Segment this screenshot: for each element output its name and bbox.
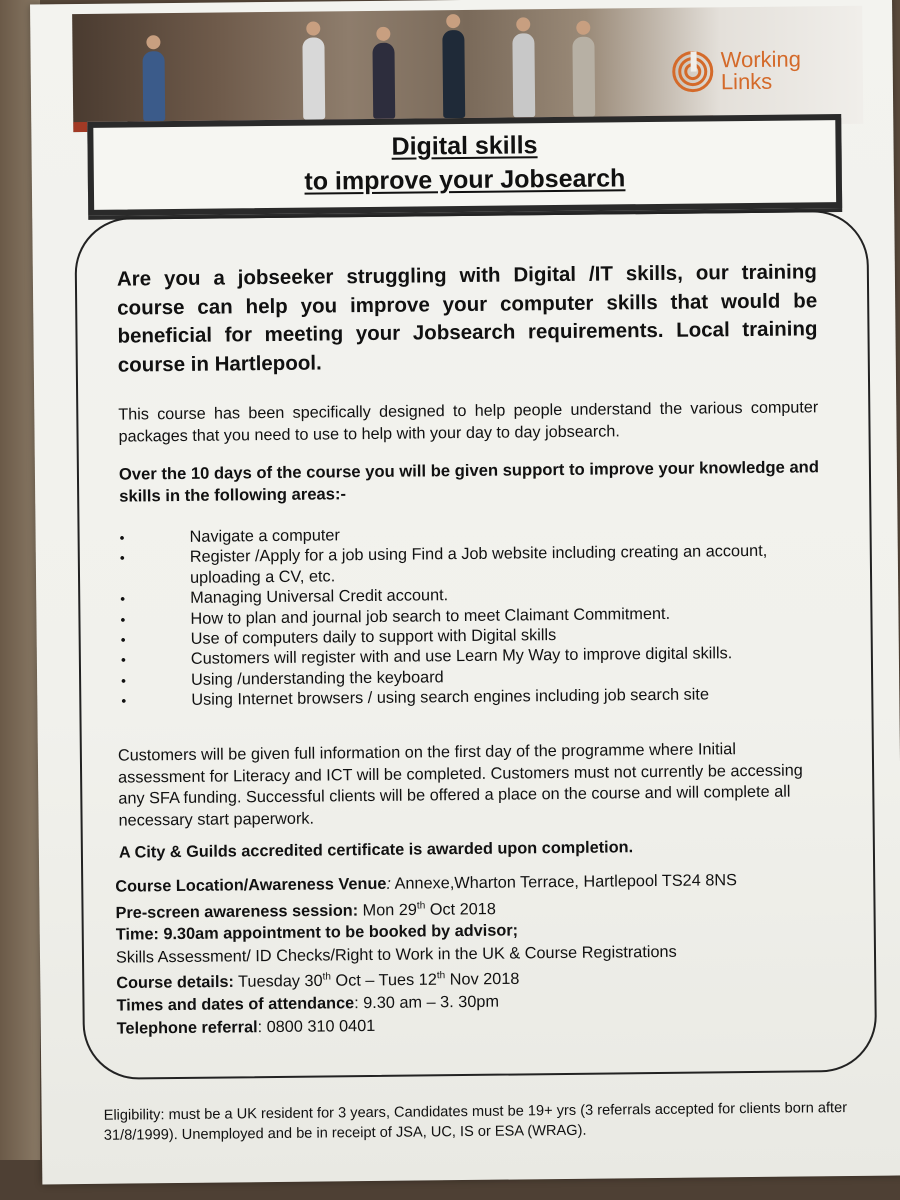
page-title-line-2: to improve your Jobsearch [304, 164, 626, 196]
banner-figure [442, 30, 465, 118]
banner-figure [143, 51, 166, 121]
intro-paragraph: Are you a jobseeker struggling with Digital /IT skills, our training course can help you improve your computer skills that would be beneficial for meeting your Jobsearch requirements. Local training course in Hartlepool. [116, 260, 818, 377]
location-label: Course Location/Awareness Venue [115, 874, 387, 896]
course-description: This course has been specifically designed to help people understand the various computer packages that you need to use to help with your day to day jobsearch. [118, 398, 819, 446]
bullet-icon: • [121, 672, 127, 689]
banner-figure-head [446, 14, 460, 28]
prescreen-date-suffix: th [416, 899, 426, 912]
prescreen-date-rest: Oct 2018 [425, 899, 496, 919]
bullet-icon: • [120, 631, 126, 648]
course-details-label: Course details: [116, 973, 234, 993]
telephone-label: Telephone referral [116, 1018, 258, 1038]
bullet-icon: • [119, 549, 125, 567]
flyer-page [30, 0, 900, 1184]
list-item-text: How to plan and journal job search to meet Claimant Commitment. [190, 604, 671, 628]
location-colon: : [386, 874, 392, 893]
bullet-icon: • [119, 529, 125, 546]
course-end-rest: Nov 2018 [445, 970, 520, 990]
support-areas-heading: Over the 10 days of the course you will be given support to improve your knowledge and skills in the following areas:- [118, 457, 820, 506]
list-item-text: Navigate a computer [189, 526, 340, 546]
prescreen-label: Pre-screen awareness session: [115, 901, 359, 922]
certificate-notice: A City & Guilds accredited certificate is awarded upon completion. [118, 838, 634, 862]
course-start-suffix: th [322, 971, 331, 983]
course-start-date: Tuesday 30 [233, 972, 323, 992]
bullet-icon: • [120, 590, 126, 607]
banner-figure [302, 37, 325, 119]
skills-list [120, 520, 822, 711]
attendance-label: Times and dates of attendance [116, 994, 355, 1016]
page-title-line-1: Digital skills [391, 131, 538, 161]
banner-figure-head [576, 21, 590, 35]
banner-figure-head [376, 27, 390, 41]
logo-wordmark [721, 48, 802, 93]
eligibility-footer: Eligibility: must be a UK resident for 3 years, Candidates must be 19+ yrs (3 referrals accepted for clients born after 31/8/1999). Unemployed and be in receipt of JSA, UC, IS or ESA (WRAG). [103, 1100, 848, 1144]
bullet-icon: • [121, 692, 127, 709]
banner-figure-head [516, 17, 530, 31]
course-end-suffix: th [436, 970, 446, 982]
course-details-block [115, 868, 837, 1040]
banner-figure [572, 37, 595, 117]
location-value: Annexe,Wharton Terrace, Hartlepool TS24 8NS [390, 871, 738, 893]
list-item-text: Managing Universal Credit account. [190, 586, 449, 608]
banner-figure [512, 33, 535, 117]
swirl-logo-icon [671, 49, 715, 93]
telephone-number: : 0800 310 0401 [257, 1016, 376, 1037]
list-item-text: Customers will register with and use Learn My Way to improve digital skills. [190, 644, 733, 669]
working-links-logo [671, 48, 842, 110]
attendance-value: : 9.30 am – 3. 30pm [354, 993, 500, 1013]
course-end-date: Oct – Tues 12 [330, 971, 437, 991]
bullet-icon: • [120, 651, 126, 669]
logo-line-working: Working [720, 46, 802, 73]
list-item-text: Use of computers daily to support with Digital skills [190, 626, 557, 648]
list-item-text: Register /Apply for a job using Find a Job website including creating an account, uploading a CV, etc. [189, 542, 768, 587]
logo-line-links: Links [720, 68, 773, 95]
bullet-icon: • [120, 611, 126, 628]
skills-assessment-line: Skills Assessment/ ID Checks/Right to Work in the UK & Course Registrations [115, 942, 677, 967]
banner-figure [372, 43, 395, 119]
customer-information-paragraph: Customers will be given full information on the first day of the programme where Initial assessment for Literacy and ICT will be completed. Customers must not currently be accessing any SFA funding. Successful clients will be offered a place on the course and will complete all necessary start paperwork. [117, 740, 803, 830]
banner-figure-head [306, 21, 320, 35]
title-box [87, 114, 842, 216]
list-item-text: Using /understanding the keyboard [191, 668, 444, 689]
prescreen-date: Mon 29 [357, 900, 418, 920]
list-item-text: Using Internet browsers / using search engines including job search site [191, 685, 710, 710]
banner-figure-head [146, 35, 160, 49]
time-label: Time: 9.30am appointment to be booked by advisor; [115, 921, 519, 945]
